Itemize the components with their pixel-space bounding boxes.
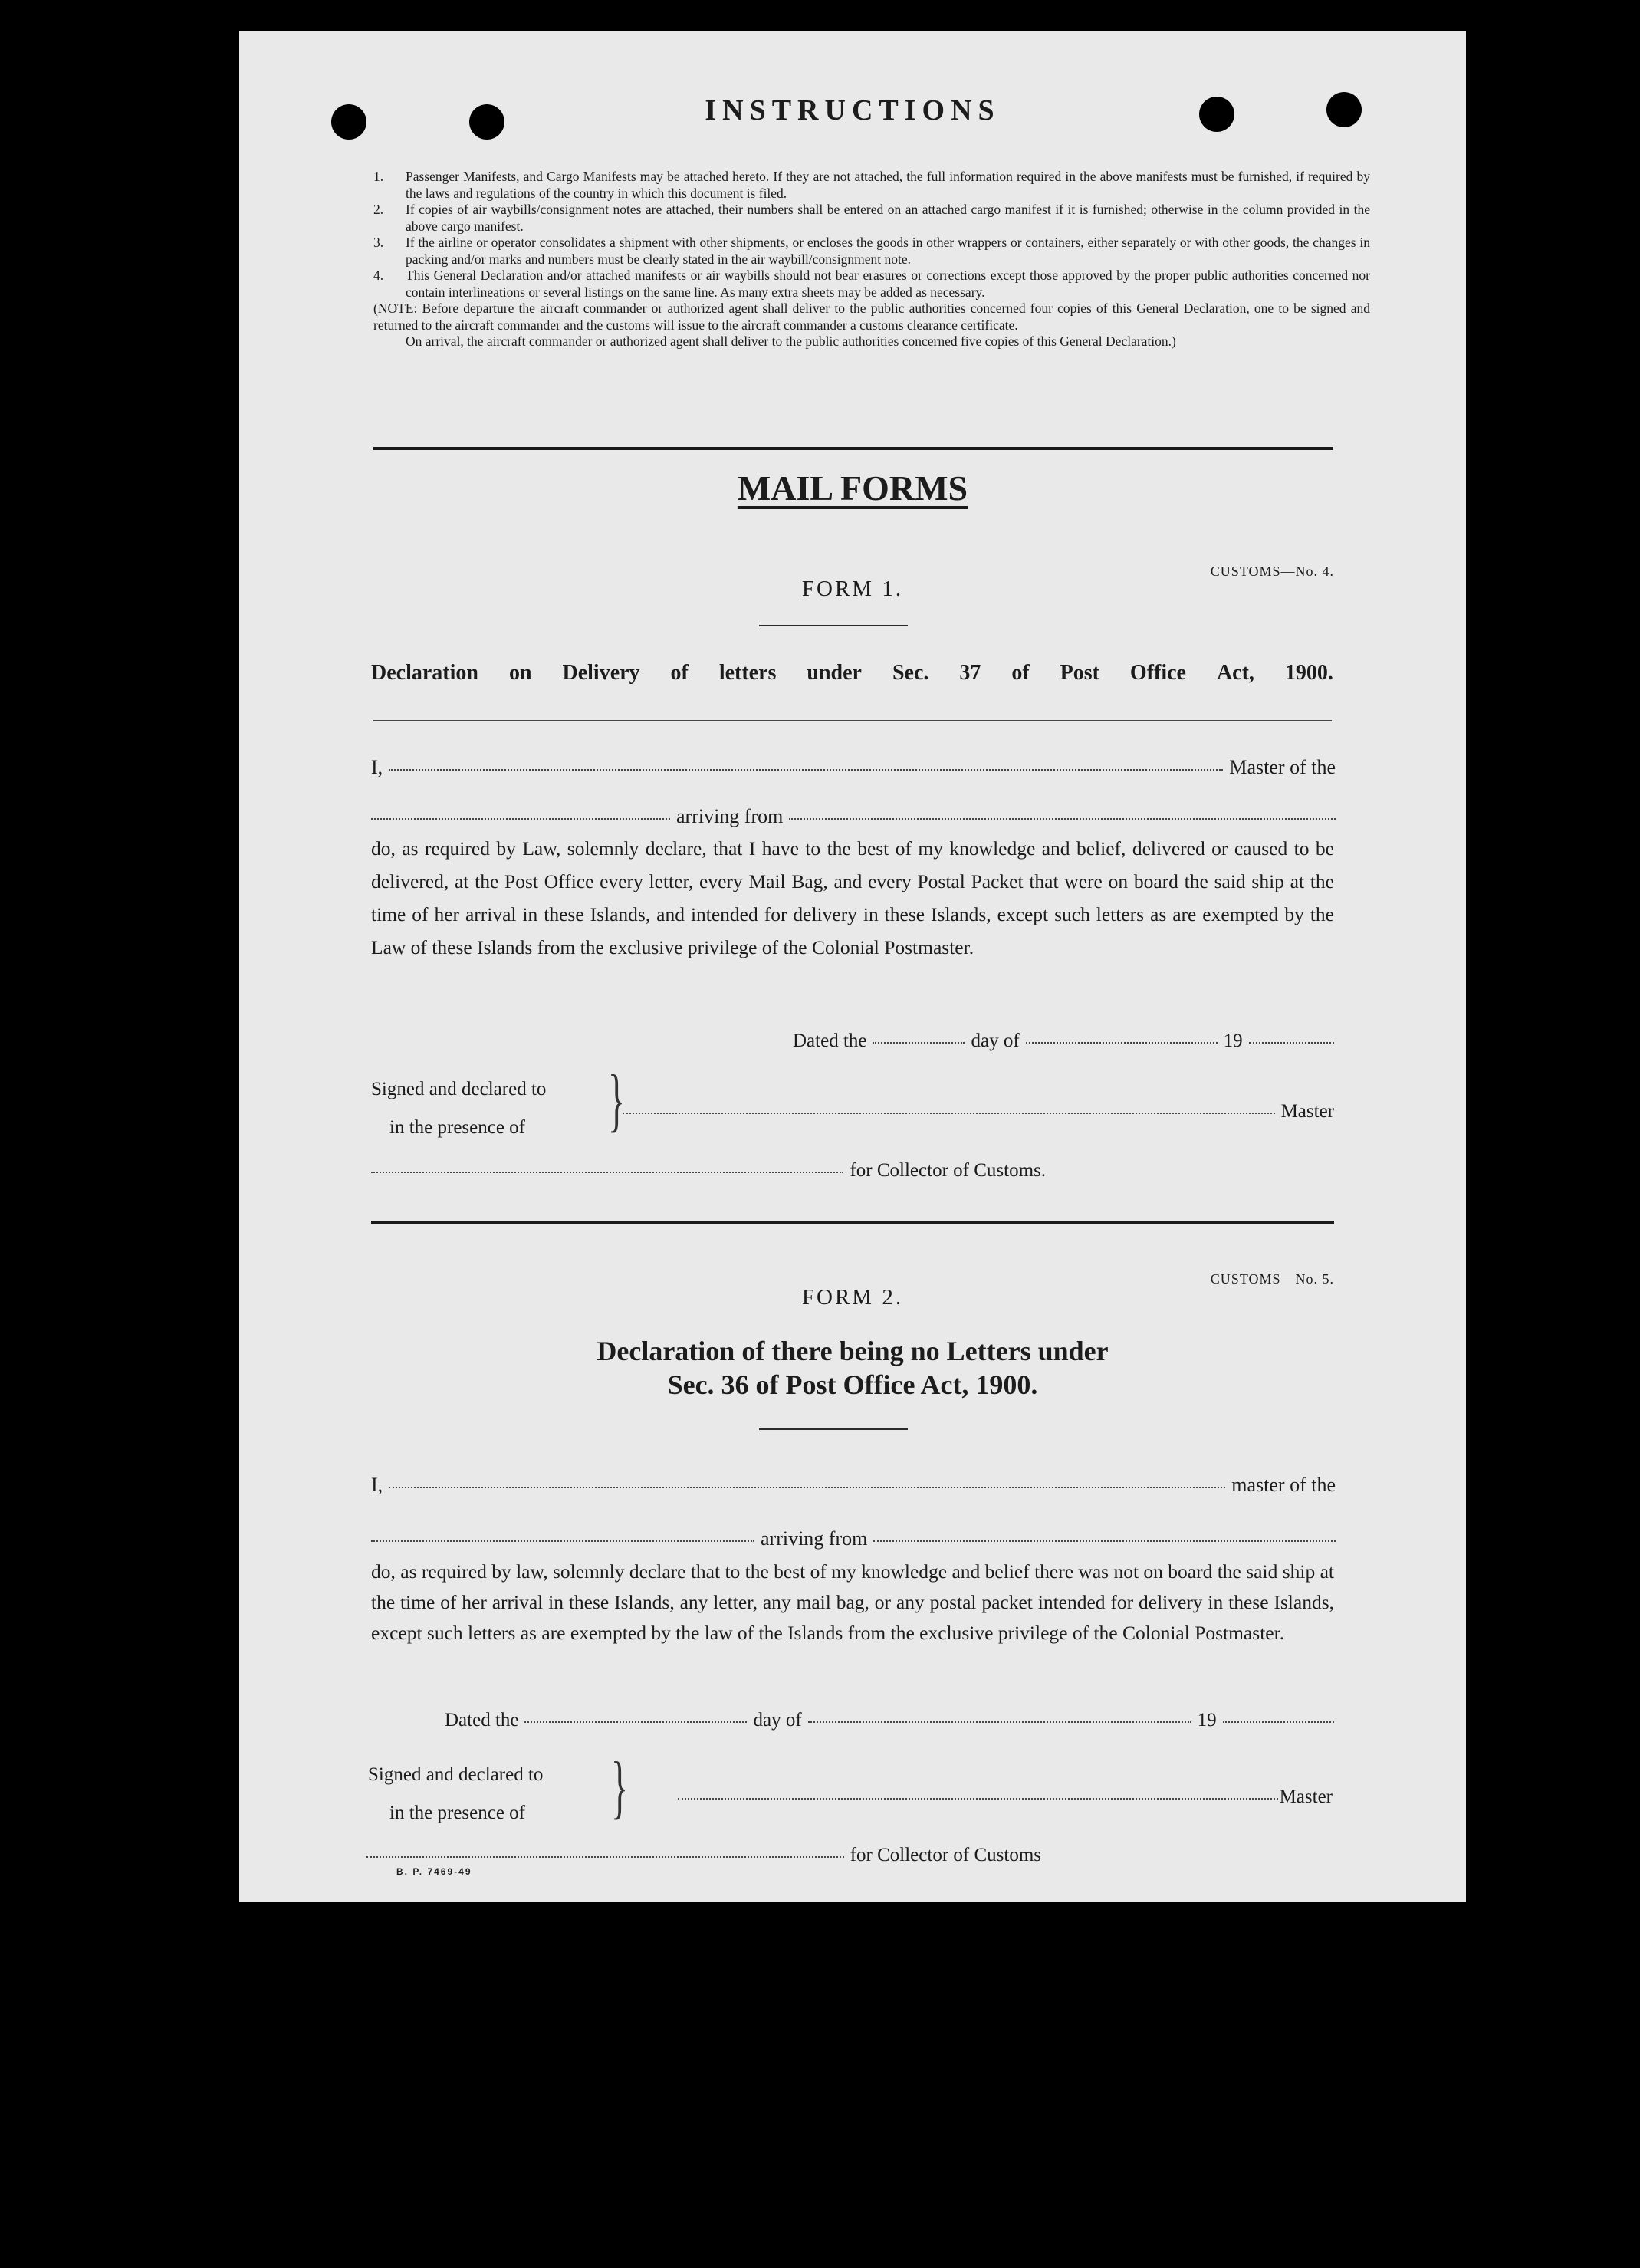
form1-master-sign-line <box>623 1101 1334 1122</box>
instruction-text: This General Declaration and/or attached manifests or air waybills should not bear erasures or corrections except those approved by the proper public authorities concerned nor contain interlineations or several listings on the same line. As many extra sheets may be added as necessary. <box>406 268 1370 300</box>
master-signature-field[interactable] <box>678 1798 1278 1800</box>
master-label: Master <box>1280 1101 1334 1122</box>
instructions-title: INSTRUCTIONS <box>705 94 1001 127</box>
day-of-label: day of <box>753 1710 802 1731</box>
form2-arriving-from-label: arriving from <box>761 1527 868 1550</box>
title-word: Declaration <box>371 661 478 685</box>
instructions-note: (NOTE: Before departure the aircraft commander or authorized agent shall deliver to the public authorities concerned four copies of this General Declaration, one to be signed and returned to the aircraft commander and the customs will issue to the aircraft commander a customs clearance certificate. <box>373 301 1370 333</box>
form1-title <box>371 661 1333 685</box>
master-signature-field[interactable] <box>623 1113 1275 1114</box>
form2-heading: FORM 2. <box>801 1285 904 1310</box>
mail-forms-title: MAIL FORMS <box>737 468 968 508</box>
title-word: of <box>670 661 689 685</box>
instruction-item <box>373 268 1370 301</box>
signed-label-line1: Signed and declared to <box>371 1079 547 1099</box>
form1-arriving-line <box>371 805 1336 828</box>
form1-heading: FORM 1. <box>801 577 904 601</box>
year-prefix-label: 19 <box>1197 1710 1217 1731</box>
title-word: 37 <box>959 661 981 685</box>
ship-name-field[interactable] <box>371 1540 754 1542</box>
form2-master-sign-line <box>678 1786 1333 1808</box>
form2-i-label: I, <box>371 1474 383 1496</box>
instruction-item <box>373 235 1370 268</box>
form1-arriving-from-label: arriving from <box>676 805 784 827</box>
form1-customs-ref: CUSTOMS—No. 4. <box>1210 564 1334 579</box>
form2-arriving-line <box>371 1527 1336 1550</box>
form2-body: do, as required by law, solemnly declare that to the best of my knowledge and belief there was not on board the said ship at the time of her arrival in these Islands, any letter, any mail bag, or any postal packet intended for delivery in these Islands, except such letters as are exempted by the law of the Islands from the exclusive privilege of the Colonial Postmaster. <box>371 1560 1334 1644</box>
instructions-list <box>373 169 1370 350</box>
instruction-number: 3. <box>373 235 384 250</box>
title-rule <box>373 720 1332 721</box>
form2-master-of-label: master of the <box>1231 1474 1336 1496</box>
title-word: of <box>1011 661 1030 685</box>
instruction-number: 4. <box>373 268 384 283</box>
signed-label-line2: in the presence of <box>389 1117 526 1138</box>
instructions-note-arrival: On arrival, the aircraft commander or authorized agent shall deliver to the public authorities concerned five copies of this General Declaration.) <box>406 334 1176 349</box>
master-name-field[interactable] <box>389 1487 1225 1488</box>
instruction-number: 2. <box>373 202 384 217</box>
instruction-item <box>373 202 1370 235</box>
form1-master-line <box>371 756 1336 779</box>
form1-master-of-label: Master of the <box>1229 756 1336 778</box>
collector-signature-field[interactable] <box>371 1172 843 1173</box>
collector-signature-field[interactable] <box>366 1856 844 1858</box>
master-label: Master <box>1279 1786 1333 1807</box>
title-word: 1900. <box>1284 661 1333 685</box>
print-reference: B. P. 7469-49 <box>396 1866 472 1877</box>
form2-dated-line <box>445 1710 1334 1731</box>
title-word: on <box>508 661 532 685</box>
collector-label: for Collector of Customs. <box>850 1160 1046 1181</box>
title-word: Office <box>1129 661 1186 685</box>
form-divider <box>371 1221 1334 1224</box>
instruction-text: Passenger Manifests, and Cargo Manifests may be attached hereto. If they are not attached, the full information required in the above manifests must be furnished, if required by the laws and regulations of the country in which this document is filed. <box>406 169 1370 201</box>
date-year-field[interactable] <box>1249 1042 1334 1044</box>
form2-title <box>239 1334 1466 1402</box>
date-day-field[interactable] <box>524 1721 747 1723</box>
title-word: Delivery <box>562 661 640 685</box>
form1-signed-label <box>371 1070 546 1147</box>
heading-underline <box>759 625 908 626</box>
dated-the-label: Dated the <box>445 1710 519 1731</box>
collector-label: for Collector of Customs <box>850 1845 1041 1865</box>
form1-body: do, as required by Law, solemnly declare, that I have to the best of my knowledge and belief, delivered or caused to be delivered, at the Post Office every letter, every Mail Bag, and every Postal Packet that were on board the said ship at the time of her arrival in these Islands, and intended for delivery in these Islands, except such letters as are exempted by the Law of these Islands from the exclusive privilege of the Colonial Postmaster. <box>371 837 1334 958</box>
form2-collector-line <box>366 1845 1041 1866</box>
brace-glyph: } <box>608 1060 626 1139</box>
title-word: Sec. <box>892 661 929 685</box>
date-month-field[interactable] <box>808 1721 1191 1723</box>
arriving-from-field[interactable] <box>873 1540 1336 1542</box>
form1-i-label: I, <box>371 756 383 778</box>
form2-customs-ref: CUSTOMS—No. 5. <box>1210 1271 1334 1287</box>
title-word: under <box>807 661 862 685</box>
form1-dated-line <box>793 1030 1334 1052</box>
year-prefix-label: 19 <box>1223 1030 1243 1051</box>
signed-label-line1: Signed and declared to <box>368 1764 544 1785</box>
form2-title-line2: Sec. 36 of Post Office Act, 1900. <box>667 1369 1038 1400</box>
date-day-field[interactable] <box>873 1042 965 1044</box>
dated-the-label: Dated the <box>793 1030 867 1051</box>
instruction-text: If copies of air waybills/consignment notes are attached, their numbers shall be entered on an attached cargo manifest if it is furnished; otherwise in the column provided in the above cargo manifest. <box>406 202 1370 234</box>
signed-label-line2: in the presence of <box>389 1803 526 1823</box>
ship-name-field[interactable] <box>371 818 670 820</box>
arriving-from-field[interactable] <box>789 818 1336 820</box>
master-name-field[interactable] <box>389 769 1223 771</box>
form1-collector-line <box>371 1160 1046 1182</box>
form2-title-line1: Declaration of there being no Letters under <box>597 1336 1109 1366</box>
date-year-field[interactable] <box>1223 1721 1334 1723</box>
day-of-label: day of <box>971 1030 1020 1051</box>
document-page <box>239 31 1466 1902</box>
instruction-number: 1. <box>373 169 384 184</box>
form2-signed-label <box>368 1756 543 1832</box>
form2-master-line <box>371 1474 1336 1497</box>
title-word: Post <box>1060 661 1099 685</box>
instruction-item <box>373 169 1370 202</box>
section-divider <box>373 447 1333 450</box>
brace-glyph: } <box>611 1747 629 1826</box>
instruction-text: If the airline or operator consolidates a shipment with other shipments, or encloses the goods in other wrappers or containers, either separately or with other goods, the changes in packing and/or marks and numbers must be clearly stated in the air waybill/consignment note. <box>406 235 1370 267</box>
date-month-field[interactable] <box>1026 1042 1218 1044</box>
heading-underline <box>759 1428 908 1430</box>
title-word: Act, <box>1216 661 1254 685</box>
title-word: letters <box>718 661 777 685</box>
